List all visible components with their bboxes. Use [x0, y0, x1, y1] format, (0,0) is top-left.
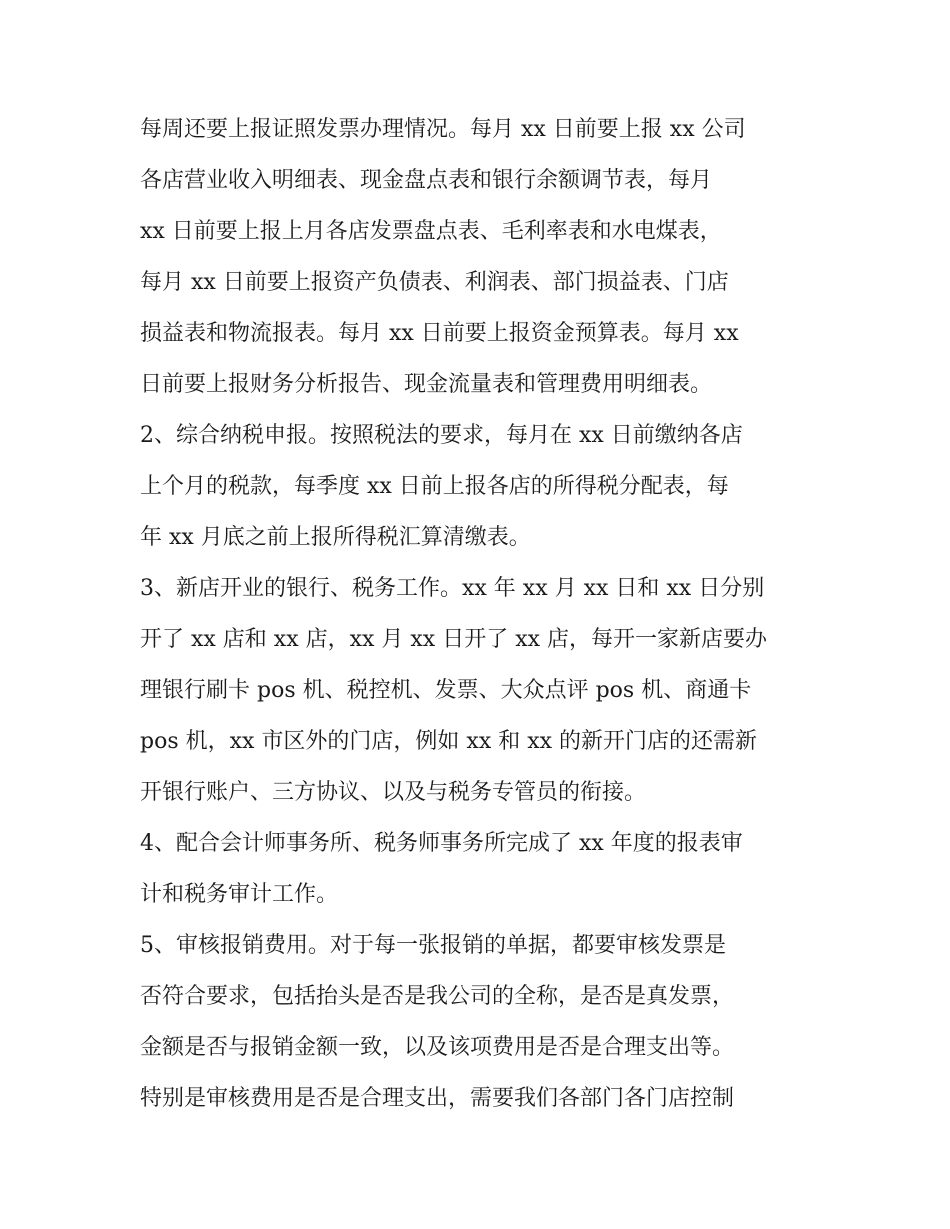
text-line: 开银行账户、三方协议、以及与税务专管员的衔接。 [140, 780, 647, 805]
text-line: 日前要上报财务分析报告、现金流量表和管理费用明细表。 [140, 372, 713, 397]
text-line: 各店营业收入明细表、现金盘点表和银行余额调节表，每月 [140, 168, 713, 193]
text-line: 每月 xx 日前要上报资产负债表、利润表、部门损益表、门店 [140, 270, 729, 295]
document-body [140, 104, 820, 1124]
text-line: 4、配合会计师事务所、税务师事务所完成了 xx 年度的报表审 [140, 831, 743, 856]
text-line: 3、新店开业的银行、税务工作。xx 年 xx 月 xx 日和 xx 日分别 [140, 576, 765, 601]
text-line: 上个月的税款，每季度 xx 日前上报各店的所得税分配表，每 [140, 474, 729, 499]
text-line: 计和税务审计工作。 [140, 882, 339, 907]
text-line: 开了 xx 店和 xx 店，xx 月 xx 日开了 xx 店，每开一家新店要办 [140, 627, 768, 652]
text-line: 否符合要求，包括抬头是否是我公司的全称，是否是真发票， [140, 984, 735, 1009]
text-line: 理银行刷卡 pos 机、税控机、发票、大众点评 pos 机、商通卡 [140, 678, 752, 703]
text-line: pos 机，xx 市区外的门店，例如 xx 和 xx 的新开门店的还需新 [140, 729, 758, 754]
text-line: 金额是否与报销金额一致，以及该项费用是否是合理支出等。 [140, 1035, 735, 1060]
text-line: 损益表和物流报表。每月 xx 日前要上报资金预算表。每月 xx [140, 321, 739, 346]
text-line: 2、综合纳税申报。按照税法的要求，每月在 xx 日前缴纳各店 [140, 423, 743, 448]
text-line: 特别是审核费用是否是合理支出，需要我们各部门各门店控制 [140, 1086, 735, 1111]
text-line: 每周还要上报证照发票办理情况。每月 xx 日前要上报 xx 公司 [140, 117, 746, 142]
text-line: 5、审核报销费用。对于每一张报销的单据，都要审核发票是 [140, 933, 726, 958]
text-line: 年 xx 月底之前上报所得税汇算清缴表。 [140, 525, 531, 550]
text-line: xx 日前要上报上月各店发票盘点表、毛利率表和水电煤表， [140, 219, 722, 244]
